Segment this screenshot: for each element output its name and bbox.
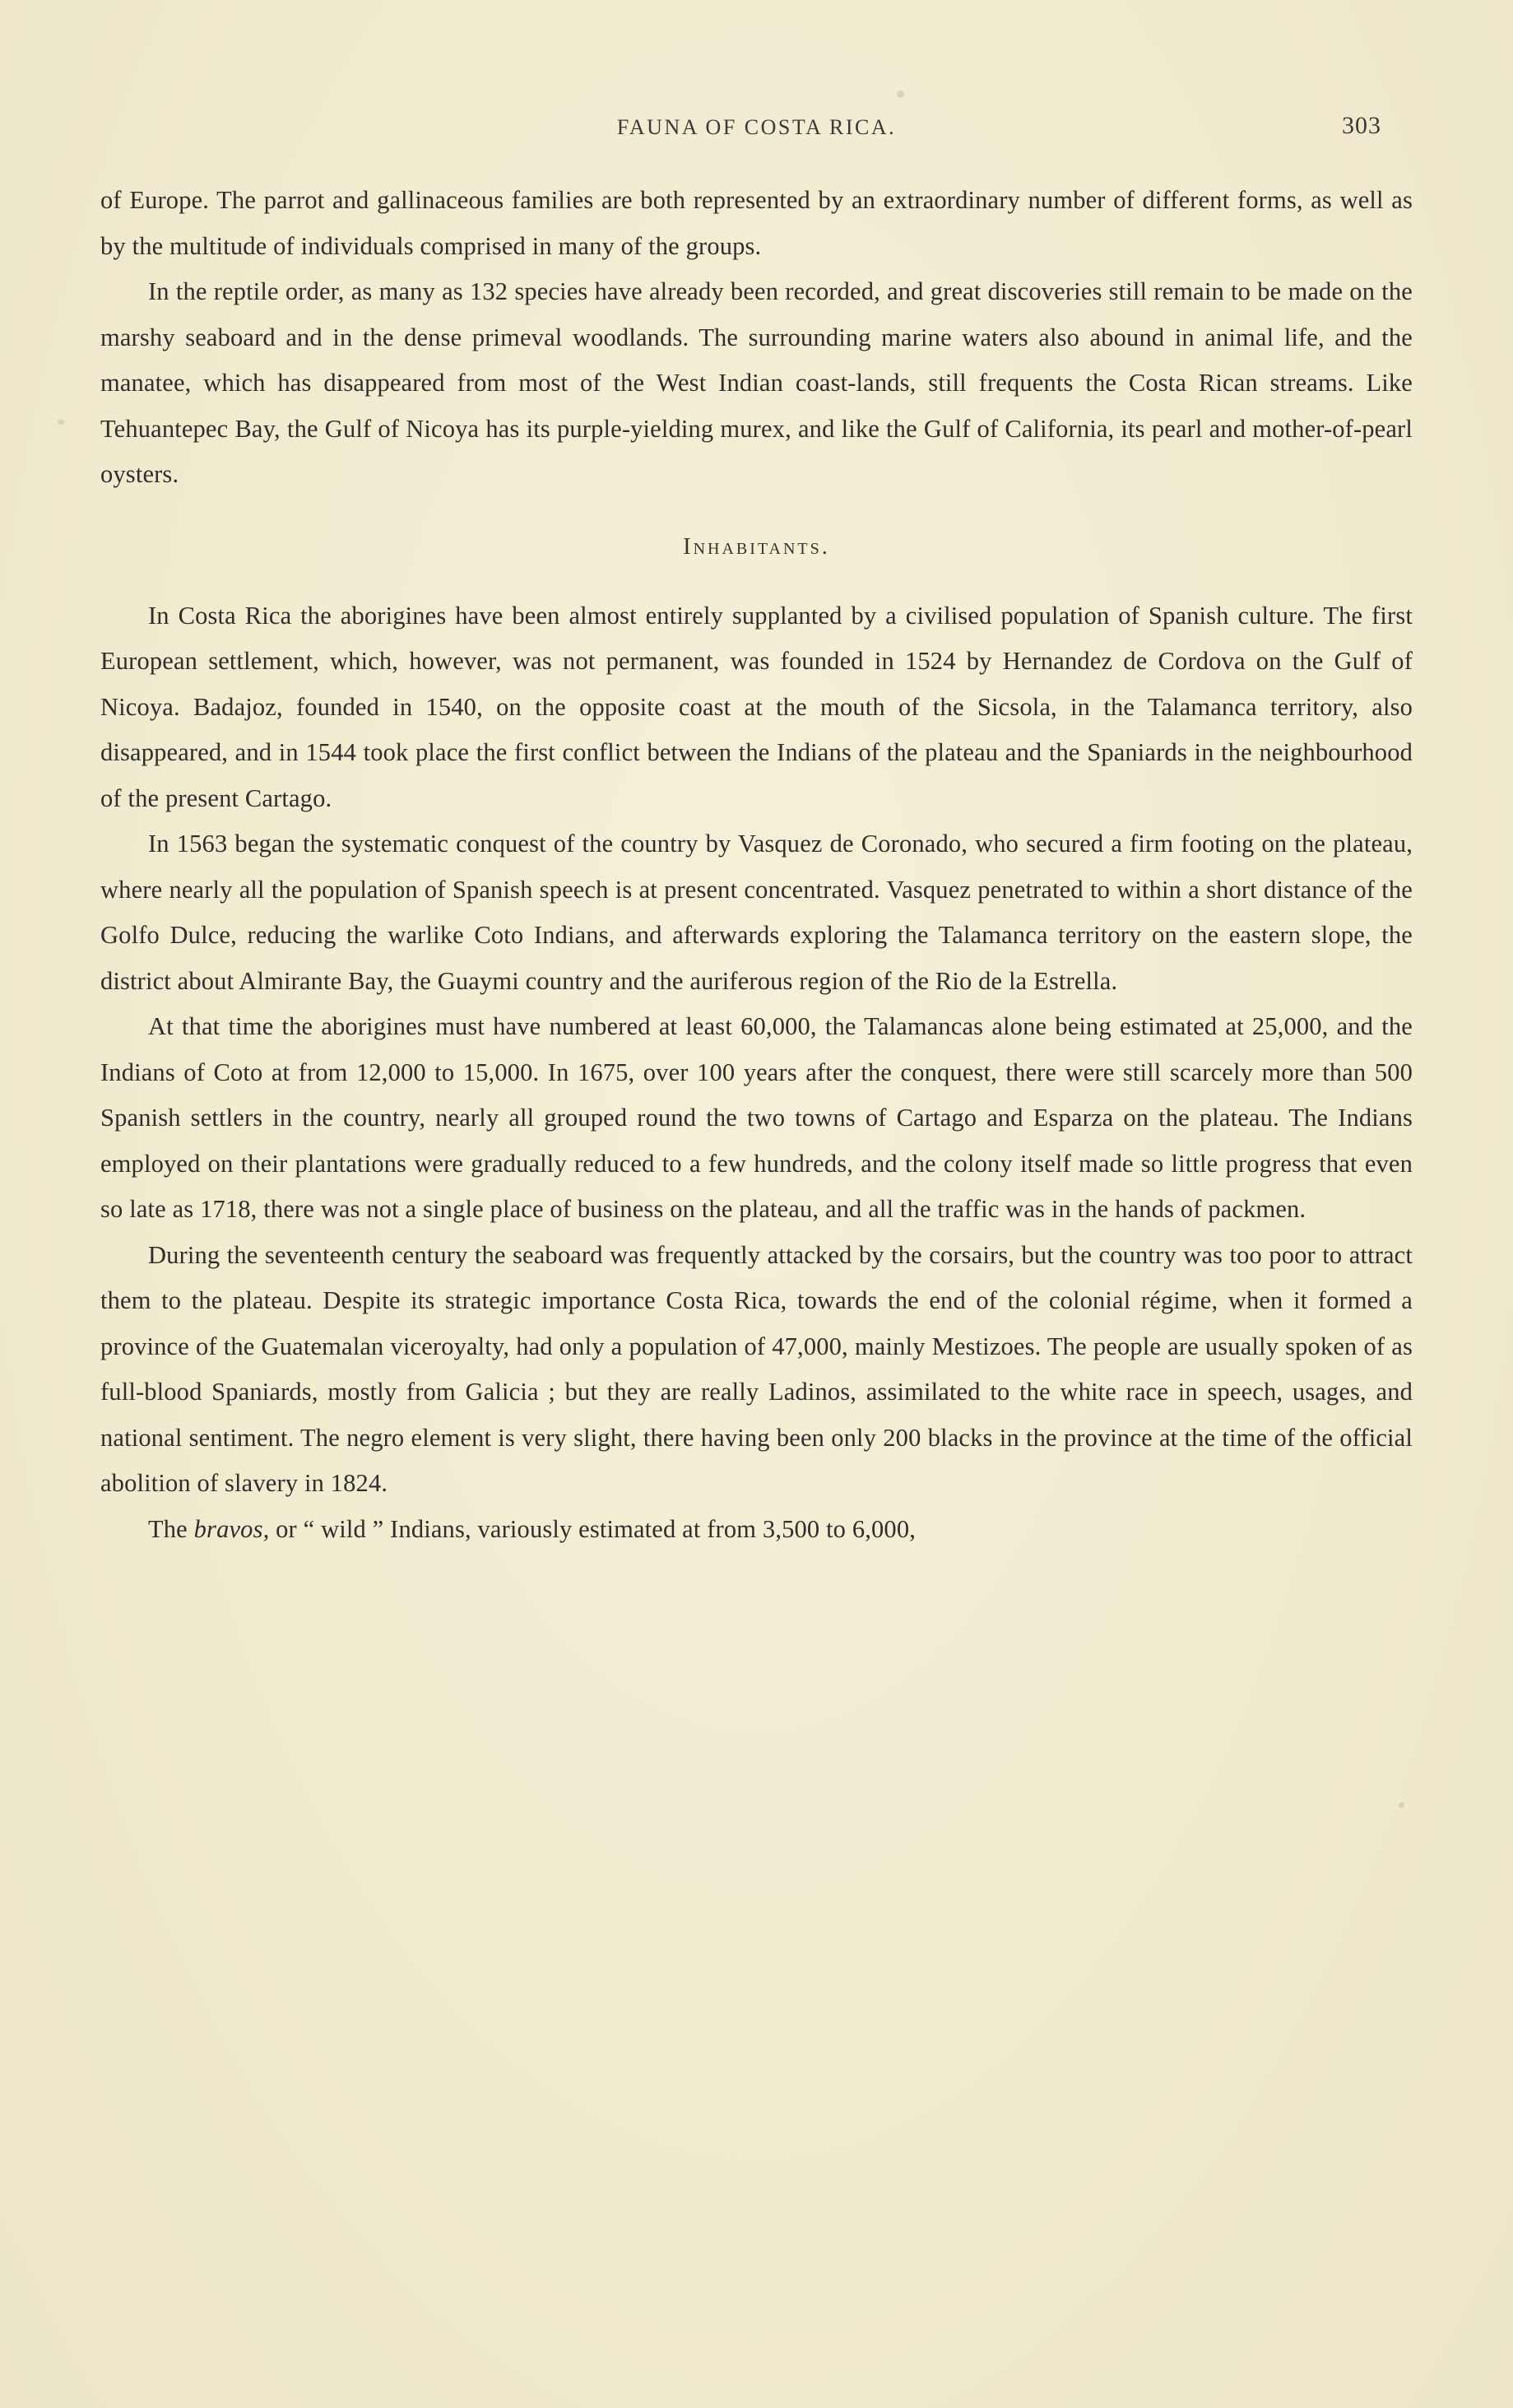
- paragraph-2: In the reptile order, as many as 132 species have already been recorded, and great discoveries still remain to be made on the marshy seaboard and in the dense primeval woodlands. The surrounding marine waters also abound in animal life, and the manatee, which has disappeared from most of the West Indian coast-lands, still frequents the Costa Rican streams. Like Tehuantepec Bay, the Gulf of Nicoya has its purple-yielding murex, and like the Gulf of California, its pearl and mother-of-pearl oysters.: [100, 277, 1413, 488]
- paragraph-7-tail: or “ wild ” Indians, variously estimated at from 3,500 to 6,000,: [269, 1514, 917, 1543]
- paragraph-7-lead: The: [148, 1514, 194, 1543]
- paper-speck: [897, 91, 904, 98]
- paper-speck: [1399, 1802, 1404, 1808]
- running-head: FAUNA OF COSTA RICA.: [616, 115, 897, 139]
- paragraph-7: [100, 1507, 1413, 1553]
- paragraph-6: During the seventeenth century the seaboard was frequently attacked by the corsairs, but the country was too poor to attract them to the plateau. Despite its strategic importance Costa Rica, towards the end of the colonial régime, when it formed a province of the Guatemalan viceroyalty, had only a population of 47,000, mainly Mestizoes. The people are usually spoken of as full-blood Spaniards, mostly from Galicia ; but they are really Ladinos, assimilated to the white race in speech, usages, and national sentiment. The negro element is very slight, there having been only 200 blacks in the province at the time of the official abolition of slavery in 1824.: [100, 1240, 1413, 1497]
- paragraph-3: In Costa Rica the aborigines have been almost entirely supplanted by a civilised population of Spanish culture. The first European settlement, which, however, was not permanent, was founded in 1524 by Hernandez de Cordova on the Gulf of Nicoya. Badajoz, founded in 1540, on the opposite coast at the mouth of the Sicsola, in the Talamanca territory, also disappeared, and in 1544 took place the first conflict between the Indians of the plateau and the Spaniards in the neighbourhood of the present Cartago.: [100, 601, 1413, 812]
- paragraph-1: of Europe. The parrot and gallinaceous families are both represented by an extraordinary number of different forms, as well as by the multitude of individuals comprised in many of the groups.: [100, 186, 1413, 260]
- paragraph-4: In 1563 began the systematic conquest of the country by Vasquez de Coronado, who secured a firm footing on the plateau, where nearly all the population of Spanish speech is at present concentrated. Vasquez penetrated to within a short distance of the Golfo Dulce, reducing the warlike Coto Indians, and afterwards exploring the Talamanca territory on the eastern slope, the district about Almirante Bay, the Guaymi country and the auriferous region of the Rio de la Estrella.: [100, 830, 1413, 995]
- section-heading: Inhabitants.: [683, 533, 830, 560]
- paragraph-7-italic-term: bravos,: [193, 1514, 270, 1543]
- paragraph-5: At that time the aborigines must have numbered at least 60,000, the Talamancas alone being estimated at 25,000, and the Indians of Coto at from 12,000 to 15,000. In 1675, over 100 years after the conquest, there were still scarcely more than 500 Spanish settlers in the country, nearly all grouped round the two towns of Cartago and Esparza on the plateau. The Indians employed on their plantations were gradually reduced to a few hundreds, and the colony itself made so little progress that even so late as 1718, there was not a single place of business on the plateau, and all the traffic was in the hands of packmen.: [100, 1012, 1413, 1223]
- page-content: [100, 178, 1413, 1552]
- paper-speck: [58, 420, 64, 425]
- page-number: 303: [1342, 112, 1381, 139]
